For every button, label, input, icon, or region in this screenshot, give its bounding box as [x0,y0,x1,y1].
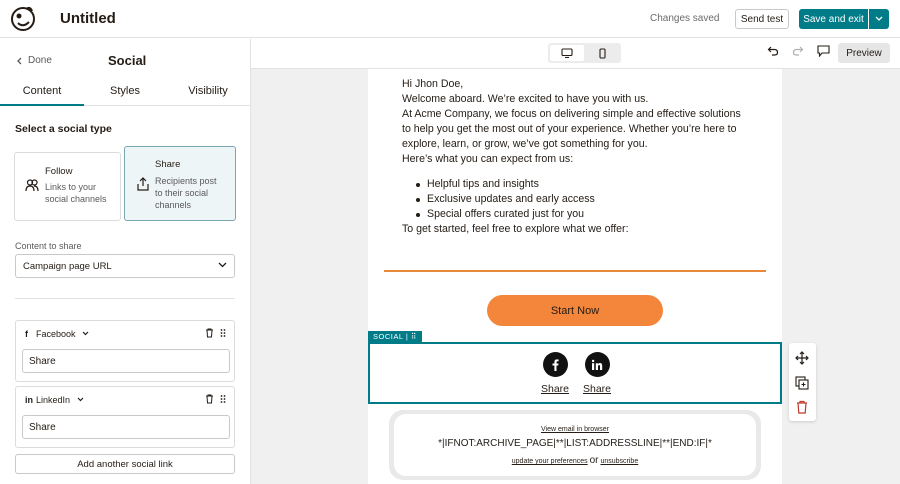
social-type-label: Select a social type [15,123,112,135]
divider-block[interactable] [384,270,766,272]
email-welcome: Welcome aboard. We’re excited to have you with us. [402,93,649,105]
preview-button[interactable]: Preview [838,43,890,63]
start-now-button[interactable]: Start Now [487,295,663,326]
tab-content[interactable]: Content [0,85,84,106]
desktop-icon [561,48,573,58]
social-link-facebook [15,320,235,382]
content-to-share-label: Content to share [15,241,82,251]
content-to-share-value: Campaign page URL [23,260,112,272]
social-block[interactable] [368,342,782,404]
block-settings-panel [0,39,251,484]
linkedin-icon: in [25,395,33,405]
social-share-facebook[interactable] [540,352,570,395]
content-to-share-select[interactable] [15,254,235,278]
update-preferences-link[interactable]: update your preferences [511,458,588,465]
view-in-browser-link[interactable]: View email in browser [541,426,609,433]
social-share-linkedin[interactable] [582,352,612,395]
tab-styles[interactable]: Styles [110,85,140,97]
trash-icon[interactable] [205,394,214,404]
social-block-tag[interactable]: SOCIAL | ⠿ [368,331,422,342]
save-and-exit-button[interactable]: Save and exit [799,9,868,29]
email-greeting: Hi Jhon Doe, [402,78,464,90]
share-title: Share [155,159,181,170]
social-link-name[interactable]: LinkedIn [36,395,71,405]
chevron-down-icon[interactable] [77,397,84,402]
social-share-label: Share [540,383,570,395]
done-button[interactable] [17,55,52,66]
block-actions [789,343,816,421]
footer-or: or [589,455,599,466]
drag-handle-icon[interactable] [220,328,226,338]
email-expect: Here’s what you can expect from us: [402,153,574,165]
comment-icon[interactable] [817,45,830,57]
social-link-text-input[interactable]: Share [22,349,230,373]
done-label: Done [28,55,52,66]
drag-handle-icon[interactable] [220,394,226,404]
save-status: Changes saved [650,13,720,24]
save-options-button[interactable] [869,9,889,29]
footer-links [394,455,756,466]
divider [15,298,235,299]
email-bullet-list [427,177,595,222]
duplicate-icon[interactable] [795,376,809,395]
facebook-icon [543,352,568,377]
unsubscribe-link[interactable]: unsubscribe [600,458,639,465]
panel-title: Social [108,53,147,68]
follow-title: Follow [45,166,73,177]
share-icon [136,177,150,191]
social-link-linkedin [15,386,235,448]
list-item: Special offers curated just for you [427,207,595,222]
panel-tabs [0,85,250,106]
send-test-button[interactable]: Send test [735,9,789,29]
trash-icon[interactable] [205,328,214,338]
email-closing: To get started, feel free to explore what we offer: [402,223,629,235]
list-item: Helpful tips and insights [427,177,595,192]
social-link-text-input[interactable]: Share [22,415,230,439]
tab-visibility[interactable]: Visibility [188,85,228,97]
follow-type-card[interactable] [14,152,121,221]
email-intro: At Acme Company, we focus on delivering simple and effective solutions to help you get the most out of your experience. Whether you’re here to explore, learn, or grow, we’ve got something for you. [402,108,741,150]
social-share-label: Share [582,383,612,395]
redo-icon[interactable] [792,45,804,57]
list-item: Exclusive updates and early access [427,193,595,205]
social-link-name[interactable]: Facebook [36,329,76,339]
facebook-icon: f [25,329,28,339]
chevron-down-icon[interactable] [82,331,89,336]
mailchimp-logo-icon[interactable] [10,5,36,32]
canvas-toolbar [251,39,900,69]
delete-icon[interactable] [795,400,809,419]
campaign-title[interactable]: Untitled [60,10,116,27]
chevron-left-icon [17,57,22,65]
mobile-view-button[interactable] [586,45,619,61]
chevron-down-icon [218,262,227,268]
address-merge-tag: *|IFNOT:ARCHIVE_PAGE|**|LIST:ADDRESSLINE|**|END:IF|* [438,438,712,449]
share-type-card[interactable] [124,146,236,221]
desktop-view-button[interactable] [550,45,584,61]
follow-description: Links to your social channels [45,182,107,204]
text-block[interactable] [402,77,752,167]
mobile-icon [599,48,606,59]
share-description: Recipients post to their social channels [155,176,217,210]
chevron-down-icon [875,16,883,22]
device-toggle [548,43,621,63]
move-icon[interactable] [795,351,809,370]
top-bar [0,0,900,38]
undo-icon[interactable] [767,45,779,57]
people-icon [25,178,39,192]
add-social-link-button[interactable]: Add another social link [15,454,235,474]
linkedin-icon [585,352,610,377]
